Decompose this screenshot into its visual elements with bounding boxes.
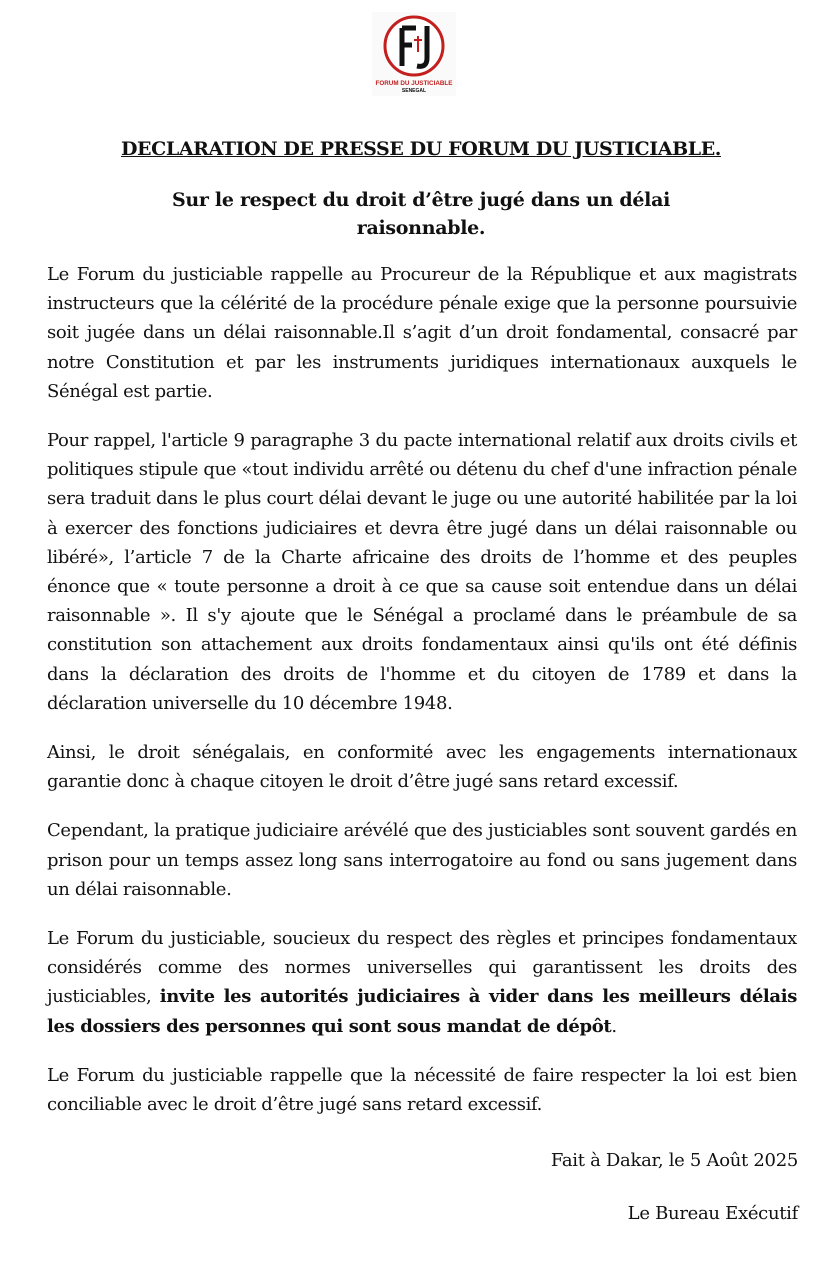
body-paragraph: Le Forum du justiciable rappelle au Procureur de la République et aux magistrats instructeurs que la célérité de la procédure pénale exige que la personne poursuivie soit jugée dans un délai raisonnable.Il s’agit d’un droit fondamental, consacré par notre Constitution et par les instruments juridiques internationaux auxquels le Sénégal est partie. [47,264,797,402]
press-release-body [47,260,797,1139]
forum-du-justiciable-logo [372,12,456,96]
svg-text:FORUM DU JUSTICIABLE: FORUM DU JUSTICIABLE [375,80,453,87]
paragraph-text: . [611,1015,617,1037]
paragraph-emphasis: invite les autorités judiciaires à vider dans les meilleurs délais les dossiers des personnes qui sont sous mandat de dépôt [47,986,798,1037]
subtitle-line: Sur le respect du droit d’être jugé dans un délai [171,189,671,211]
body-paragraph [47,924,797,1041]
body-paragraph: Le Forum du justiciable rappelle que la nécessité de faire respecter la loi est bien conciliable avec le droit d’être jugé sans retard excessif. [47,1064,797,1116]
fj-seal-icon [372,12,456,96]
svg-text:SENEGAL: SENEGAL [401,88,427,94]
body-paragraph: Ainsi, le droit sénégalais, en conformité avec les engagements internationaux garantie donc à chaque citoyen le droit d’être jugé sans retard excessif. [47,742,797,793]
subtitle-line: raisonnable. [356,217,486,239]
place-and-date: Fait à Dakar, le 5 Août 2025 [550,1150,798,1171]
press-release-title: DECLARATION DE PRESSE DU FORUM DU JUSTICIABLE. [120,138,722,160]
body-paragraph: Pour rappel, l'article 9 paragraphe 3 du pacte international relatif aux droits civils et politiques stipule que «tout individu arrêté ou détenu du chef d'une infraction pénale sera traduit dans le plus court délai devant le juge ou une autorité habilitée par la loi à exercer des fonctions judiciaires et devra être jugé dans un délai raisonnable ou libéré», l’article 7 de la Charte africaine des droits de l’homme et des peuples énonce que « toute personne a droit à ce que sa cause soit entendue dans un délai raisonnable ». Il s'y ajoute que le Sénégal a proclamé dans le préambule de sa constitution son attachement aux droits fondamentaux ainsi qu'ils ont été définis dans la déclaration des droits de l'homme et du citoyen de 1789 et dans la déclaration universelle du 10 décembre 1948. [47,430,797,714]
signature: Le Bureau Exécutif [627,1203,798,1224]
paragraph-text: Le Forum du justiciable, soucieux du respect des règles et principes fondamentaux considérés comme des normes universelles qui garantissent les droits des justiciables, [47,928,797,1008]
body-paragraph: Cependant, la pratique judiciaire arévélé que des justiciables sont souvent gardés en prison pour un temps assez long sans interrogatoire au fond ou sans jugement dans un délai raisonnable. [47,820,797,900]
press-release-subtitle [0,186,832,242]
